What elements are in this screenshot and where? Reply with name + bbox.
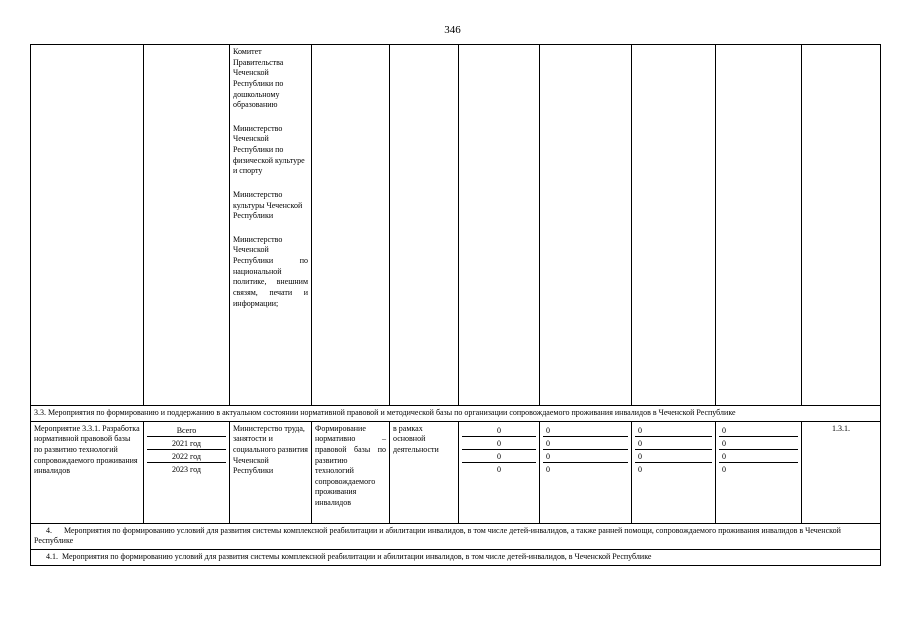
cell-empty	[716, 45, 802, 406]
funding-col-a-cell	[459, 421, 540, 523]
value-cell: 0	[722, 464, 726, 474]
org-national-policy-ministry: Министерство Чеченской Республики по национальной политике, внешним связям, печати и информации;	[233, 234, 308, 308]
measure-name-cell: Мероприятие 3.3.1. Разработка нормативной правовой базы по развитию технологий сопровождаемого проживания инвалидов	[31, 421, 144, 523]
section-3-3-heading: 3.3. Мероприятия по формированию и поддержанию в актуальном состоянии нормативной правовой и методической базы по организации сопровождаемого проживания инвалидов в Чеченской Республике	[31, 406, 881, 422]
value-cell: 0	[719, 437, 798, 450]
value-cell: 0	[635, 450, 712, 463]
value-cell: 0	[462, 424, 536, 437]
org-preschool-committee: Комитет Правительства Чеченской Республики по дошкольному образованию	[233, 47, 284, 110]
result-cell: Формирование нормативно – правовой базы по развитию технологий сопровождаемого проживания инвалидов	[312, 421, 390, 523]
value-cell: 0	[497, 464, 501, 474]
indicator-cell: 1.3.1.	[802, 421, 881, 523]
value-cell: 0	[543, 424, 628, 437]
cell-empty	[632, 45, 716, 406]
cell-empty	[540, 45, 632, 406]
section-3-3-row	[31, 406, 881, 422]
value-cell: 0	[719, 450, 798, 463]
period-2023: 2023 год	[172, 464, 201, 474]
cell-empty	[390, 45, 459, 406]
funding-col-b-cell	[540, 421, 632, 523]
section-4-text: 4. Мероприятия по формированию условий для развития системы комплексной реабилитации и абилитации инвалидов, в том числе детей-инвалидов, а также ранней помощи, сопровождаемого проживания инвалидов в Чеченской Республике	[34, 525, 841, 546]
cell-empty	[312, 45, 390, 406]
value-cell: 0	[546, 464, 550, 474]
value-cell: 0	[543, 437, 628, 450]
value-cell: 0	[462, 450, 536, 463]
value-cell: 0	[719, 424, 798, 437]
executor-cell: Министерство труда, занятости и социального развития Чеченской Республики	[230, 421, 312, 523]
value-cell: 0	[638, 464, 642, 474]
page-number: 346	[444, 24, 461, 36]
section-4-heading	[31, 523, 881, 549]
periods-cell	[144, 421, 230, 523]
continuation-row	[31, 45, 881, 406]
org-sport-ministry: Министерство Чеченской Республики по физической культуре и спорту	[233, 123, 305, 176]
funding-source-cell: в рамках основной деятельности	[390, 421, 459, 523]
section-4-1-heading	[31, 549, 881, 565]
program-measures-table	[30, 44, 881, 566]
period-2022: 2022 год	[147, 450, 226, 463]
funding-col-c-cell	[632, 421, 716, 523]
value-cell: 0	[543, 450, 628, 463]
section-4-1-row	[31, 549, 881, 565]
org-culture-ministry: Министерство культуры Чеченской Республики	[233, 189, 303, 221]
value-cell: 0	[462, 437, 536, 450]
measure-3-3-1-row	[31, 421, 881, 523]
section-4-1-text: 4.1. Мероприятия по формированию условий для развития системы комплексной реабилитации и абилитации инвалидов, в том числе детей-инвалидов, в Чеченской Республике	[46, 551, 652, 561]
period-total: Всего	[147, 424, 226, 437]
period-2021: 2021 год	[147, 437, 226, 450]
value-cell: 0	[635, 424, 712, 437]
cell-empty	[459, 45, 540, 406]
cell-empty	[31, 45, 144, 406]
funding-col-d-cell	[716, 421, 802, 523]
cell-empty	[802, 45, 881, 406]
value-cell: 0	[635, 437, 712, 450]
executor-orgs-cell	[230, 45, 312, 406]
cell-empty	[144, 45, 230, 406]
section-4-row	[31, 523, 881, 549]
